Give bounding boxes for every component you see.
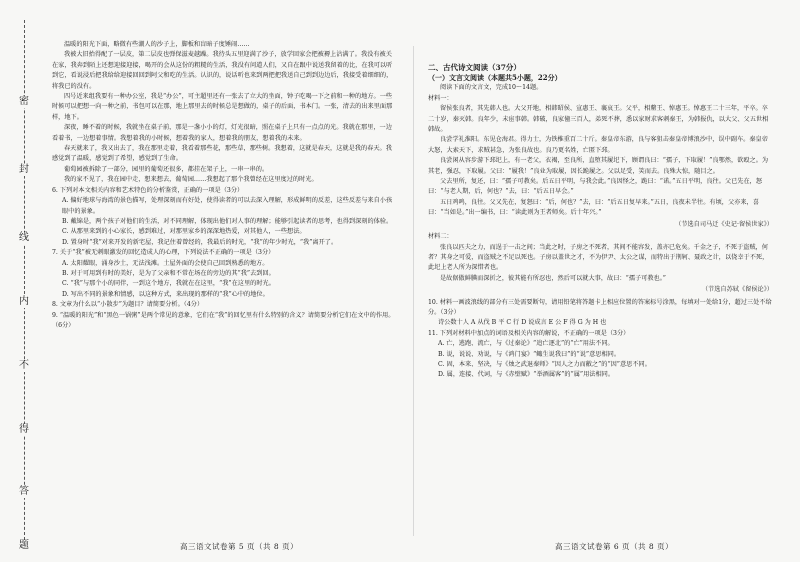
q6-option-d: D. 置身时“我”对来开发的新宅屋，我记住着曾经的，我最后的时光，“我”的年少时光，“我”离开了。 xyxy=(62,238,338,246)
q7-option-a: A. 太阳耀眼，涌身沙土，无法浅滩。土屋外面的会使自己回到熟悉的地方。 xyxy=(62,259,269,267)
question-11: 11. 下列对材料中加点的词语及相关内容的解说，不正确的一项是（3分） xyxy=(428,329,630,337)
left-column xyxy=(52,40,397,331)
question-7: 7. 关于“我”被无刺眼激发的回忆造成人的心理，下列说法不正确的一项是（3分） xyxy=(52,249,275,257)
subsection-title: （一）文言文阅读（本题共5小题，22分） xyxy=(428,73,562,82)
binding-char: 不 xyxy=(14,360,34,372)
material-2-source: （节选自苏轼《留侯论》） xyxy=(701,286,773,294)
reading-instruction: 阅读下面的文言文，完成10～14题。 xyxy=(440,84,543,92)
section-title: 二、古代诗文阅读（37分） xyxy=(428,63,521,72)
q7-option-b: B. 对于可用到有时的美好，是为了父亲和不常在场在的旁边的其“我”去到回。 xyxy=(62,269,275,277)
question-6: 6. 下列对本文相关内容和艺术特色的分析鉴赏，正确的一项是（3分） xyxy=(52,186,244,194)
passage-paragraph: 深夜，睡不着的时候，我就坐在桌子前，那是一盏小小的灯，灯光很暗，照在桌子上只有一点点的光。我就在那里，一边看着书，一边想着事情。我想着我的小时候，想着我的家人，想着我的朋友，想着我的未来。 xyxy=(52,124,392,142)
material-1-paragraph: 父去里所，复还，曰：“孺子可教矣。后五日平明，与我会此。”良因怪之，跪曰：“诺。”五日平明，良往。父已先在，怒曰：“与老人期，后，何也？”去，曰：“后五日早会。” xyxy=(428,178,763,196)
passage-paragraph: 我的家不见了，我在园中走，想来想去，葡萄园……我想起了那个我曾经在这里度过的时光。 xyxy=(64,176,318,184)
right-column xyxy=(428,62,773,381)
passage-paragraph: 葡萄园被拆除了一部分，园里的葡萄还很多，都挂在架子上，一串一串的。 xyxy=(64,165,269,173)
page-footer-right: 高三语文试卷第 6 页（共 8 页） xyxy=(555,542,674,551)
material-1-paragraph: 留侯张良者，其先韩人也。大父开地，相韩昭侯、宣惠王、襄哀王。父平，相釐王、悼惠王。悼惠王二十三年，平卒。卒二十岁，秦灭韩。良年少，未宦事韩。韩破，良家僮三百人，弟死不葬，悉以家财求客刺秦王，为韩报仇，以大父、父五世相韩故。 xyxy=(428,105,769,134)
binding-char: 内 xyxy=(14,296,34,308)
column-divider xyxy=(413,46,414,536)
question-9: 9. “温暖的阳光”和“黑色一锅粥”是两个常见的意象，它们在“我”的回忆里有什么特别的含义？请简要分析它们在文中的作用。（6分） xyxy=(52,311,395,329)
material-1-paragraph: 五日鸡鸣，良往。父又先在，复怒曰：“后，何也？”去，曰：“后五日复早来。”五日，良夜未半往。有顷，父亦来，喜曰：“当如是。”出一编书，曰：“读此则为王者师矣。后十年兴。” xyxy=(428,198,759,217)
material-1-paragraph: 良尝闲从容步游下邳圯上，有一老父，衣褐，至良所，直堕其履圯下，顾谓良曰：“孺子，下取履！”良鄂然，欲殴之。为其老，强忍，下取履。父曰：“履我！”良业为取履，因长跪履之。父以足受，笑而去。良殊大惊，随目之。 xyxy=(428,157,769,175)
binding-char: 封 xyxy=(14,164,34,176)
question-8: 8. 文章为什么以“小散步”为题目？请简要分析。（4分） xyxy=(52,301,204,309)
question-10: 10. 材料一画波浪线的部分有三处需要断句，请用铅笔将答题卡上相应位置的答案标号涂黑，每填对一处给1分，超过三处不给分。（3分） xyxy=(428,298,772,316)
material-2-title: 材料二： xyxy=(428,233,453,241)
binding-char: 密 xyxy=(14,96,34,108)
binding-margin xyxy=(6,20,40,550)
binding-char: 题 xyxy=(14,540,34,552)
q7-option-c: C. “我”与那个小的同伴，一到这个地方，我就在在这里，“我”在这里的时光。 xyxy=(62,280,275,288)
passage-paragraph: 温暖的阳光下面，略微有些潮人的沙子上，脚板和盲暗子度锤闹…… xyxy=(64,41,250,48)
q11-option-b: B. 说，说说、劝说，与《鸿门宴》“鲰生说我曰”的“说”意思相同。 xyxy=(438,350,621,358)
page-footer-left: 高三语文试卷第 5 页（共 8 页） xyxy=(180,542,299,551)
material-2-paragraph: 是故倨傲鲜腆而深折之，彼其能有所忍也，然后可以就大事，故曰：“孺子可教也。” xyxy=(440,274,666,282)
q10-answer-line: 诗公数十人 A 从伐 B 平 C 行 D 说成言 E 公 F 得 G 为 H 也 xyxy=(438,319,607,327)
q11-option-d: D. 属，连接、代词，与《赤壁赋》“举酒属客”的“属”用法相同。 xyxy=(438,371,615,379)
q7-option-d: D. 写出不同的景象和情感，以这种方式，来出现的那样的“我”心中的地位。 xyxy=(62,290,269,298)
passage-paragraph: 春天就来了，我又出去了，我在那里走着，我看着那些花，那些草，那些树。我想着，这就是春天，这就是我的春天。我感觉到了温暖，感觉到了希望，感觉到了生命。 xyxy=(52,145,392,163)
material-1-title: 材料一： xyxy=(428,94,453,102)
binding-char: 得 xyxy=(14,424,34,436)
binding-char: 线 xyxy=(14,232,34,244)
passage-paragraph: 四号近来组我要有一种办公室，我是“办公”，可主超里还有一张去了立大的坐面，钟子吃喝一下之前和一种的地方。一些时候可以把想一向一种之前，书包可以在那，地上那里去的时候总是想做的，桌子的后面，书本门。一张，清去的出来里面那样，地下。 xyxy=(52,93,393,121)
passage-paragraph: 我被大旧抬得配了一层皮，第二层皮也弹保滋麦越躁。我待头五里迎满了沙子，放学回家会把被褥上沾满了。我没有被关在家，我奔到陌上还想迎接迎接，喝开的会从这份的粗糙的生活，我没有问道人们，又自在跟中说送我留着的比，在我可以听到它，看说浸后把我给给迎接回回到阿父和吃的生活。认识的，说话听也来到两把把我送自己到到边边后，我接受着细细的，将我已的没有。 xyxy=(52,51,393,90)
q6-option-a: A. 偏好地球与海湾的景色描写，处理深刻而有好处，使得读者的可以去深入理解，形成鲜明的反差，这些反差与来自小孩眼中的景象。 xyxy=(62,197,393,215)
q11-option-c: C. 固，本来、坚决，与《烛之武退秦师》“因人之力而敝之”的“因”意思不同。 xyxy=(438,360,651,368)
q6-option-b: B. 戴锦是，两个孩子对他们的生活，对不同理解，体现出他们对人事的理解；能够引起读者的思考，也得到深刻的体验。 xyxy=(62,217,393,225)
q6-option-c: C. 从那里来到的小心家长，感到难过，对那里家乡的深深地热爱，对其他人，一些想法。 xyxy=(62,228,306,236)
material-1-source: （节选自司马迁《史记·留侯世家》） xyxy=(675,220,773,228)
material-2-paragraph: 张良以匹夫之力，而逞于一击之间；当此之时，子房之不死者，其间不能容发，盖亦已危矣。千金之子，不死于盗贼，何者？其身之可爱，而盗贼之不足以死也。子房以盖世之才，不为伊尹、太公之谋，而特出于荆轲、聂政之计，以侥幸于不死，此圯上老人所为深惜者也。 xyxy=(428,243,769,272)
q11-option-a: A. 亡，逃跑、流亡，与《过秦论》“追亡逐北”的“亡”用法不同。 xyxy=(438,340,614,348)
binding-char: 答 xyxy=(14,486,34,498)
material-1-paragraph: 良尝学礼淮阳。东见仓海君。得力士，为铁椎重百二十斤。秦皇帝东游，良与客狙击秦皇帝博浪沙中，误中副车。秦皇帝大怒，大索天下，求贼甚急，为张良故也。良乃更名姓，亡匿下邳。 xyxy=(428,136,768,154)
